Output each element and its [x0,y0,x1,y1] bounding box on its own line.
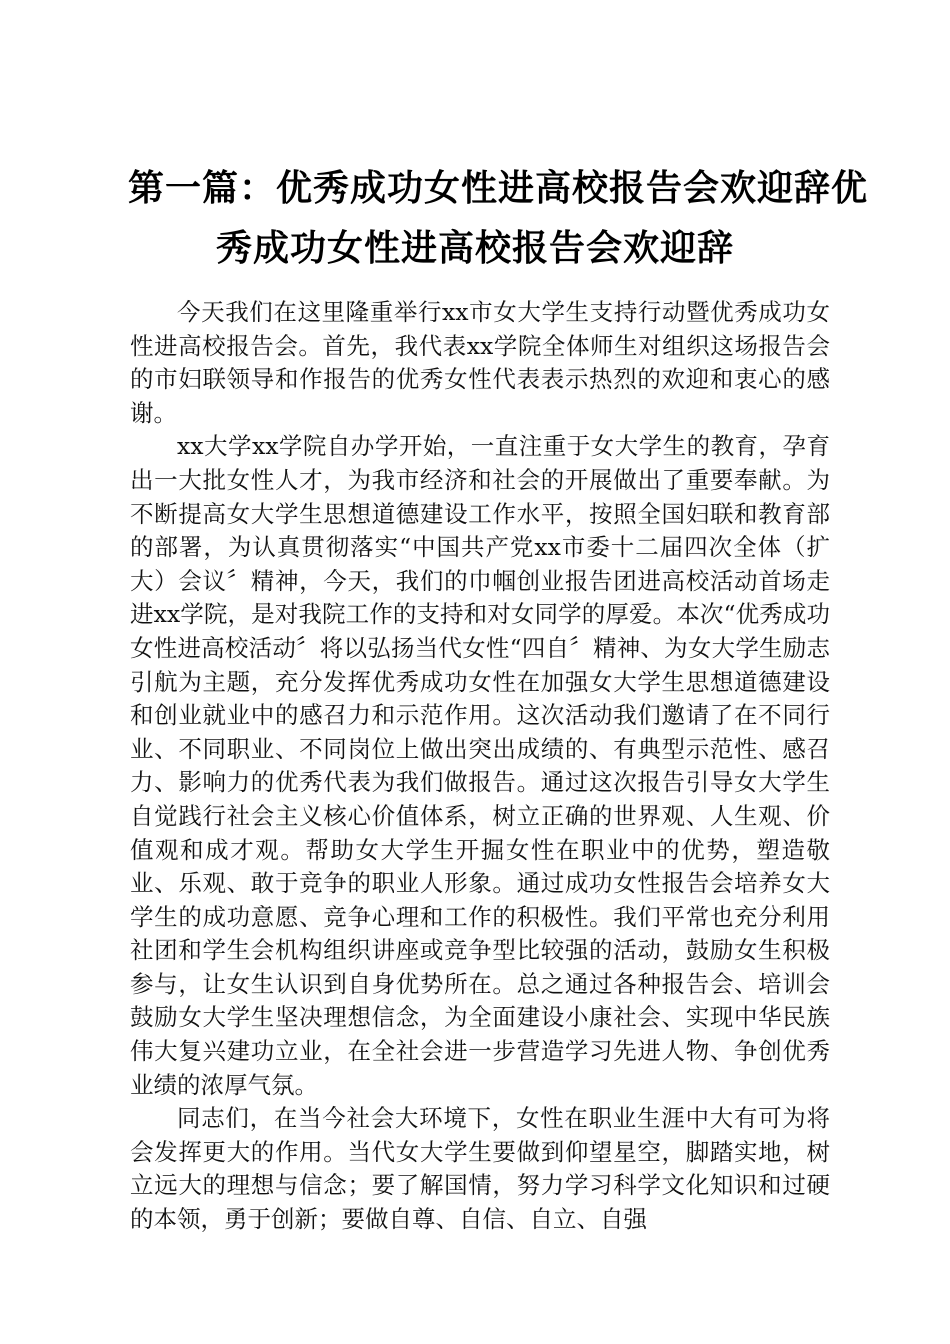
document-body [130,296,830,1237]
document-title-line-2: 秀成功女性进高校报告会欢迎辞 [215,228,734,269]
paragraph-college-background: xx大学xx学院自办学开始，一直注重于女大学生的教育，孕育出一大批女性人才，为我市经济和社会的开展做出了重要奉献。为不断提高女大学生思想道德建设工作水平，按照全国妇联和教育部的部署，为认真贯彻落实“中国共产党xx市委十二届四次全体（扩大）会议〞精神，今天，我们的巾帼创业报告团进高校活动首场走进xx学院，是对我院工作的支持和对女同学的厚爱。本次“优秀成功女性进高校活动〞将以弘扬当代女性“四自〞精神、为女大学生励志引航为主题，充分发挥优秀成功女性在加强女大学生思想道德建设和创业就业中的感召力和示范作用。这次活动我们邀请了在不同行业、不同职业、不同岗位上做出突出成绩的、有典型示范性、感召力、影响力的优秀代表为我们做报告。通过这次报告引导女大学生自觉践行社会主义核心价值体系，树立正确的世界观、人生观、价值观和成才观。帮助女大学生开掘女性在职业中的优势，塑造敬业、乐观、敢于竞争的职业人形象。通过成功女性报告会培养女大学生的成功意愿、竞争心理和工作的积极性。我们平常也充分利用社团和学生会机构组织讲座或竞争型比较强的活动，鼓励女生积极参与，让女生认识到自身优势所在。总之通过各种报告会、培训会鼓励女大学生坚决理想信念，为全面建设小康社会、实现中华民族伟大复兴建功立业，在全社会进一步营造学习先进人物、争创优秀业绩的浓厚气氛。 [130,432,830,1099]
paragraph-welcome: 今天我们在这里隆重举行xx市女大学生支持行动暨优秀成功女性进高校报告会。首先，我代表xx学院全体师生对组织这场报告会的市妇联领导和作报告的优秀女性代表表示热烈的欢迎和衷心的感谢。 [130,298,830,427]
document-title-line-1: 第一篇：优秀成功女性进高校报告会欢迎辞优 [128,168,869,209]
paragraph-comrades: 同志们，在当今社会大环境下，女性在职业生涯中大有可为将会发挥更大的作用。当代女大学生要做到仰望星空，脚踏实地，树立远大的理想与信念；要了解国情，努力学习科学文化知识和过硬的本领，勇于创新；要做自尊、自信、自立、自强 [130,1104,830,1234]
